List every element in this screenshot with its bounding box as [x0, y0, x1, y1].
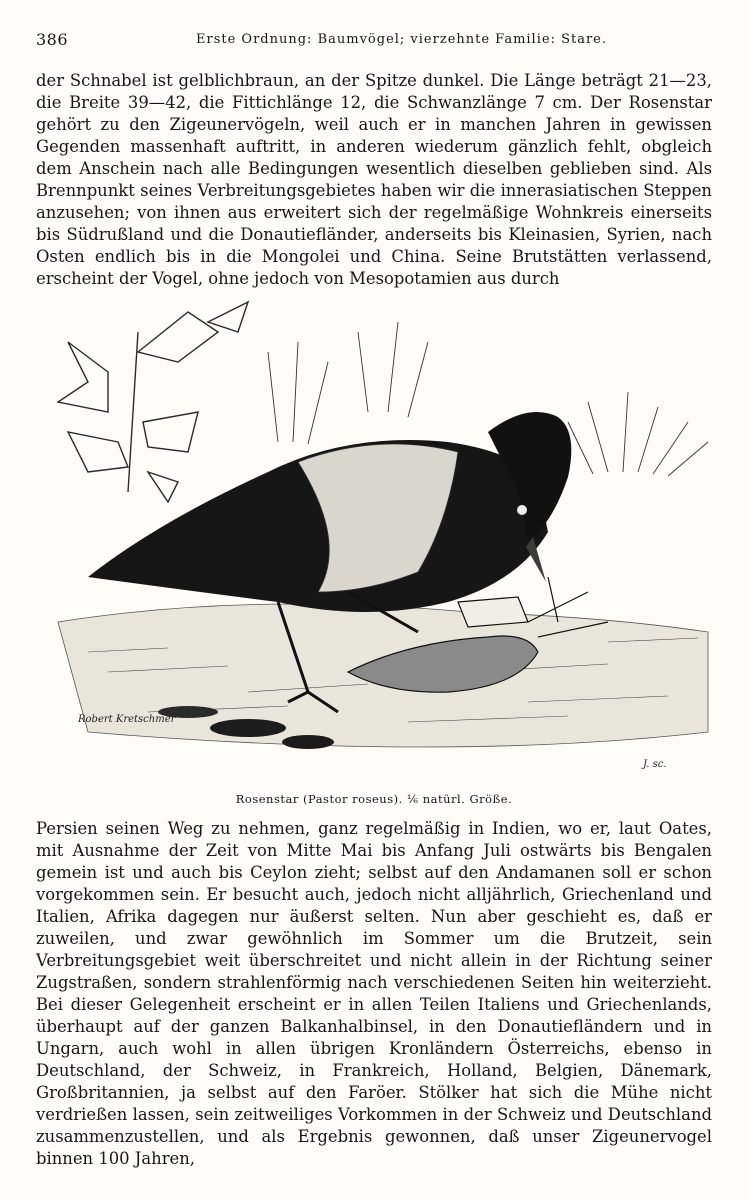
shadow-spot [282, 735, 334, 749]
bird-illustration [48, 292, 724, 782]
body-paragraph-1: der Schnabel ist gelblichbraun, an der Spitze dunkel. Die Länge beträgt 21—23, die Breite 39—42, die Fittichlänge 12, die Schwanzlänge 7 cm. Der Rosenstar gehört zu den Zigeunervögeln, weil auch er in manchen Jahren in gewissen Gegenden massenhaft auftritt, in anderen wiederum gänzlich fehlt, obgleich dem Anschein nach alle Bedingungen wesentlich dieselben geblieben sind. Als Brennpunkt seines Verbreitungsgebietes haben wir die innerasiatischen Steppen anzusehen; von ihnen aus erweitert sich der regelmäßige Wohnkreis einerseits bis Südrußland und die Donautiefländer, anderseits bis Kleinasien, Syrien, nach Osten endlich bis in die Mongolei und China. Seine Brutstätten verlassend, erscheint der Vogel, ohne jedoch von Mesopotamien aus durch [36, 71, 712, 288]
engraver-mark: J. sc. [643, 759, 667, 770]
grasshopper-wing [458, 597, 528, 627]
shadow-spot [210, 719, 286, 737]
page-number: 386 [36, 30, 69, 49]
plant-leaves [58, 302, 248, 502]
starling-eye [517, 505, 527, 515]
engraving-svg [48, 292, 724, 782]
running-head: Erste Ordnung: Baumvögel; vierzehnte Familie: Stare. [196, 32, 607, 47]
figure-caption: Rosenstar (Pastor roseus). ⅙ natürl. Größe. [235, 792, 513, 806]
body-paragraph-2: Persien seinen Weg zu nehmen, ganz regelmäßig in Indien, wo er, laut Oates, mit Ausnahme der Zeit von Mitte Mai bis Anfang Juli ostwärts bis Bengalen gemein ist und auch bis Ceylon zieht; selbst auf den Andamanen soll er schon vorgekommen sein. Er besucht auch, jedoch nicht alljährlich, Griechenland und Italien, Afrika dagegen nur äußerst selten. Nun aber geschieht es, daß er zuweilen, und zwar gewöhnlich im Sommer um die Brutzeit, sein Verbreitungsgebiet weit überschreitet und nicht allein in der Richtung seiner Zugstraßen, sondern strahlenförmig nach verschiedenen Seiten hin weiterzieht. Bei dieser Gelegenheit erscheint er in allen Teilen Italiens und Griechenlands, überhaupt auf der ganzen Balkanhalbinsel, in den Donautiefländern und in Ungarn, auch wohl in allen übrigen Kronländern Österreichs, ebenso in Deutschland, der Schweiz, in Frankreich, Holland, Belgien, Dänemark, Großbritannien, ja selbst auf den Faröer. Stölker hat sich die Mühe nicht verdrießen lassen, sein zeitweiliges Vorkommen in der Schweiz und Deutschland zusammenzustellen, und als Ergebnis gewonnen, daß unser Zigeunervogel binnen 100 Jahren, [36, 819, 712, 1168]
page-header [36, 30, 712, 54]
artist-signature: Robert Kretschmer [78, 714, 176, 725]
